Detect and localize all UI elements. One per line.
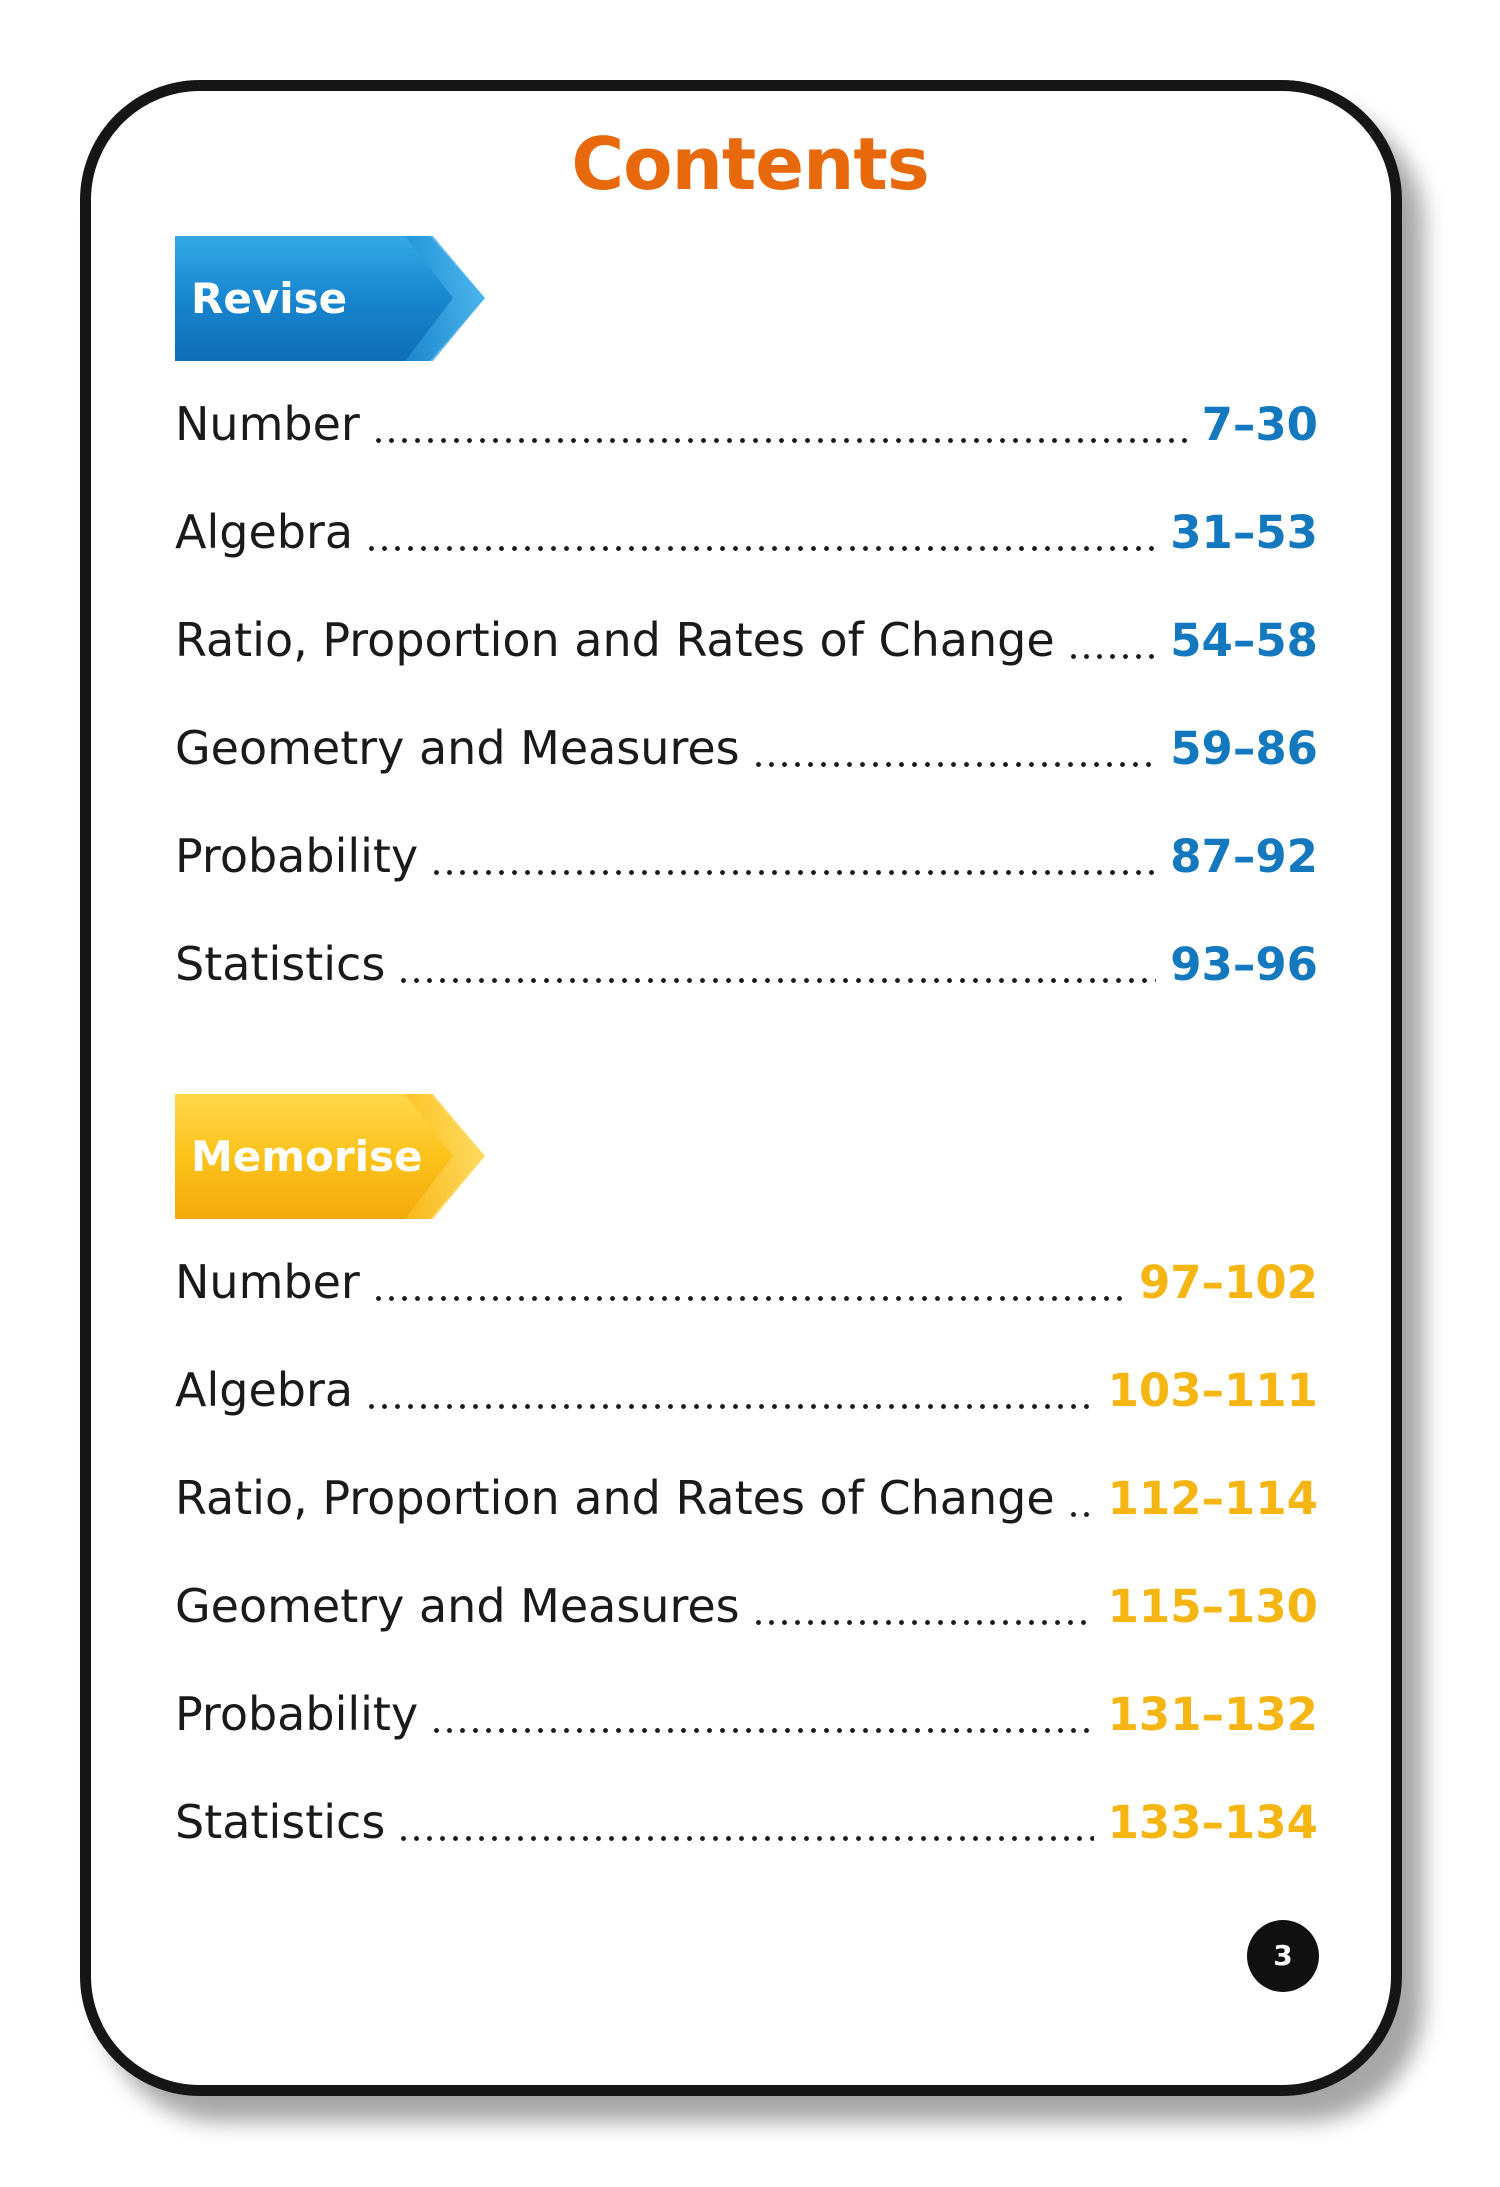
toc-topic: Probability [175,829,419,883]
toc-page-range: 97–102 [1138,1255,1318,1309]
toc-topic: Probability [175,1687,419,1741]
toc-page-range: 93–96 [1170,937,1318,991]
toc-entry[interactable] [175,1444,1318,1552]
revise-list [175,370,1318,1018]
dot-leader [372,401,1188,447]
dot-leader [752,725,1157,771]
toc-entry[interactable] [175,1336,1318,1444]
toc-topic: Number [175,397,360,451]
dot-leader [365,1367,1094,1413]
page-title: Contents [571,122,929,206]
dot-leader [430,833,1156,879]
revise-heading: Revise [191,274,348,323]
toc-entry[interactable] [175,478,1318,586]
toc-page-range: 59–86 [1170,721,1318,775]
toc-topic: Algebra [175,1363,354,1417]
toc-entry[interactable] [175,1660,1318,1768]
toc-page-range: 54–58 [1170,613,1318,667]
toc-topic: Geometry and Measures [175,1579,740,1633]
dot-leader [365,509,1156,555]
toc-entry[interactable] [175,802,1318,910]
dot-leader [372,1259,1125,1305]
toc-topic: Algebra [175,505,354,559]
toc-entry[interactable] [175,370,1318,478]
toc-page-range: 131–132 [1107,1687,1318,1741]
memorise-banner [175,1094,485,1219]
toc-topic: Ratio, Proportion and Rates of Change [175,613,1055,667]
toc-topic: Number [175,1255,360,1309]
toc-entry[interactable] [175,910,1318,1018]
toc-topic: Statistics [175,1795,386,1849]
toc-page-range: 115–130 [1107,1579,1318,1633]
dot-leader [1067,1475,1094,1521]
toc-page-range: 7–30 [1201,397,1318,451]
dot-leader [430,1691,1093,1737]
memorise-list [175,1228,1318,1876]
toc-topic: Geometry and Measures [175,721,740,775]
dot-leader [397,1799,1093,1845]
toc-page-range: 112–114 [1107,1471,1318,1525]
toc-entry[interactable] [175,1768,1318,1876]
toc-page-range: 87–92 [1170,829,1318,883]
toc-entry[interactable] [175,1228,1318,1336]
revise-banner [175,236,485,361]
toc-page-range: 103–111 [1107,1363,1318,1417]
toc-topic: Ratio, Proportion and Rates of Change [175,1471,1055,1525]
dot-leader [397,941,1156,987]
toc-page-range: 31–53 [1170,505,1318,559]
toc-entry[interactable] [175,586,1318,694]
toc-entry[interactable] [175,1552,1318,1660]
toc-topic: Statistics [175,937,386,991]
dot-leader [752,1583,1094,1629]
toc-entry[interactable] [175,694,1318,802]
toc-page-range: 133–134 [1107,1795,1318,1849]
dot-leader [1067,617,1157,663]
page-number-badge: 3 [1247,1920,1319,1992]
memorise-heading: Memorise [191,1132,423,1181]
